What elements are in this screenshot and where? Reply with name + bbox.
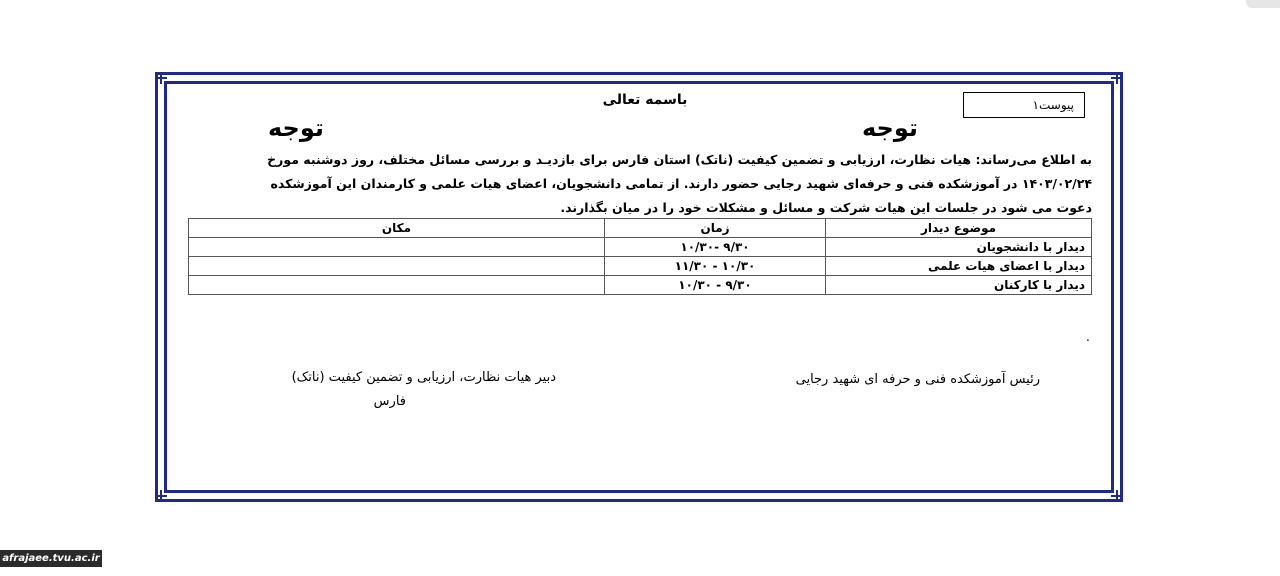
cell-time: ۹/۳۰ -۱۰/۳۰ xyxy=(605,238,826,257)
announcement-line: ۱۴۰۳/۰۲/۲۴ در آموزشکده فنی و حرفه‌ای شهید رجایی حضور دارند. از تمامی دانشجویان، اعضای هیات علمی و کارمندان این آموزشکده xyxy=(270,176,1092,191)
signature-secretary xyxy=(196,366,556,414)
attachment-label: پیوست۱ xyxy=(963,92,1085,118)
header-topic: موضوع دیدار xyxy=(826,219,1092,238)
announcement-text xyxy=(188,148,1092,220)
announcement-line: به اطلاع می‌رساند: هیات نظارت، ارزیابی و تضمین کیفیت (ناتک) استان فارس برای بازدیـد و بررسی مسائل مختلف، روز دوشنبه مورخ xyxy=(267,152,1092,167)
corner-shape xyxy=(1246,0,1280,8)
cell-topic: دیدار با اعضای هیات علمی xyxy=(826,257,1092,276)
header-time: زمان xyxy=(605,219,826,238)
header-place: مکان xyxy=(189,219,605,238)
cell-place xyxy=(189,276,605,295)
signature-secretary-line: دبیر هیات نظارت، ارزیابی و تضمین کیفیت (ناتک) xyxy=(291,370,556,385)
cell-time: ۱۰/۳۰ - ۱۱/۳۰ xyxy=(605,257,826,276)
stray-dot: . xyxy=(1086,330,1090,344)
table-row xyxy=(189,257,1092,276)
site-watermark: afrajaee.tvu.ac.ir xyxy=(0,550,102,567)
attention-title-left: توجه xyxy=(268,114,324,142)
signature-head: رئیس آموزشکده فنی و حرفه ای شهید رجایی xyxy=(795,372,1040,387)
cell-topic: دیدار با دانشجویان xyxy=(826,238,1092,257)
table-header-row xyxy=(189,219,1092,238)
frame-corner-ornament xyxy=(155,490,167,502)
cell-topic: دیدار با کارکنان xyxy=(826,276,1092,295)
table-row xyxy=(189,276,1092,295)
meeting-schedule-table xyxy=(188,218,1092,295)
frame-corner-ornament xyxy=(1111,72,1123,84)
cell-place xyxy=(189,238,605,257)
frame-corner-ornament xyxy=(1111,490,1123,502)
table-row xyxy=(189,238,1092,257)
attention-title-right: توجه xyxy=(862,114,918,142)
announcement-line: دعوت می شود در جلسات این هیات شرکت و مسائل و مشکلات خود را در میان بگذارند. xyxy=(560,200,1092,215)
frame-corner-ornament xyxy=(155,72,167,84)
cell-time: ۹/۳۰ - ۱۰/۳۰ xyxy=(605,276,826,295)
cell-place xyxy=(189,257,605,276)
page-heading: باسمه تعالی xyxy=(602,92,688,108)
signature-secretary-line: فارس xyxy=(373,394,406,409)
